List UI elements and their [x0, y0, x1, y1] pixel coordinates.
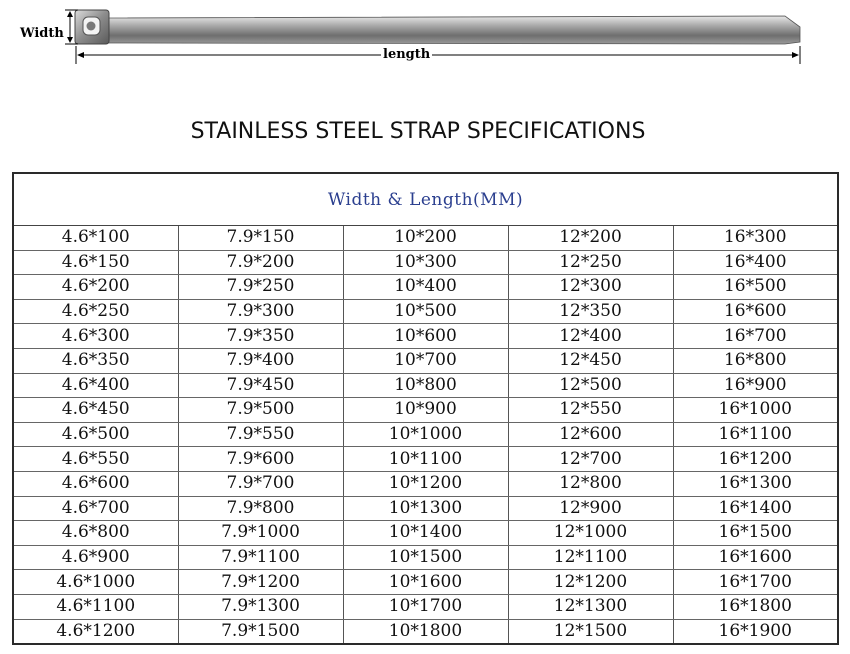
table-cell: 4.6*250: [13, 299, 178, 324]
table-cell: 4.6*1100: [13, 594, 178, 619]
table-cell: 10*1500: [343, 545, 508, 570]
table-cell: 10*1800: [343, 619, 508, 644]
table-cell: 16*1400: [673, 496, 838, 521]
table-cell: 16*300: [673, 226, 838, 251]
table-cell: 12*450: [508, 348, 673, 373]
table-cell: 16*700: [673, 324, 838, 349]
table-cell: 4.6*300: [13, 324, 178, 349]
table-cell: 10*1600: [343, 570, 508, 595]
table-cell: 7.9*150: [178, 226, 343, 251]
table-cell: 12*400: [508, 324, 673, 349]
table-cell: 12*1100: [508, 545, 673, 570]
table-header: Width & Length(MM): [13, 173, 838, 226]
table-cell: 16*400: [673, 250, 838, 275]
table-cell: 16*800: [673, 348, 838, 373]
table-cell: 7.9*1000: [178, 521, 343, 546]
table-row: [13, 373, 838, 398]
table-cell: 16*1200: [673, 447, 838, 472]
table-cell: 16*500: [673, 275, 838, 300]
table-cell: 12*1500: [508, 619, 673, 644]
table-cell: 10*1400: [343, 521, 508, 546]
table-body: [13, 226, 838, 645]
table-cell: 12*600: [508, 422, 673, 447]
table-cell: 12*550: [508, 398, 673, 423]
table-cell: 10*500: [343, 299, 508, 324]
table-header-row: [13, 173, 838, 226]
table-row: [13, 545, 838, 570]
table-cell: 12*800: [508, 471, 673, 496]
table-cell: 16*600: [673, 299, 838, 324]
table-cell: 7.9*300: [178, 299, 343, 324]
table-cell: 7.9*350: [178, 324, 343, 349]
table-cell: 4.6*200: [13, 275, 178, 300]
table-cell: 4.6*700: [13, 496, 178, 521]
table-cell: 4.6*450: [13, 398, 178, 423]
table-cell: 7.9*1100: [178, 545, 343, 570]
table-row: [13, 521, 838, 546]
table-cell: 4.6*600: [13, 471, 178, 496]
table-cell: 7.9*450: [178, 373, 343, 398]
table-cell: 10*600: [343, 324, 508, 349]
table-cell: 4.6*1200: [13, 619, 178, 644]
table-row: [13, 299, 838, 324]
table-cell: 7.9*800: [178, 496, 343, 521]
table-cell: 7.9*400: [178, 348, 343, 373]
table-cell: 10*200: [343, 226, 508, 251]
table-row: [13, 447, 838, 472]
specifications-table: [12, 172, 839, 645]
table-cell: 7.9*600: [178, 447, 343, 472]
table-cell: 12*1300: [508, 594, 673, 619]
table-cell: 7.9*200: [178, 250, 343, 275]
table-cell: 10*900: [343, 398, 508, 423]
table-row: [13, 398, 838, 423]
table-row: [13, 348, 838, 373]
table-cell: 4.6*150: [13, 250, 178, 275]
table-cell: 10*1300: [343, 496, 508, 521]
table-cell: 16*1000: [673, 398, 838, 423]
width-label: Width: [20, 26, 64, 41]
page-title: STAINLESS STEEL STRAP SPECIFICATIONS: [190, 119, 646, 144]
table-cell: 12*1000: [508, 521, 673, 546]
table-cell: 12*500: [508, 373, 673, 398]
table-cell: 4.6*100: [13, 226, 178, 251]
table-cell: 7.9*700: [178, 471, 343, 496]
table-cell: 10*700: [343, 348, 508, 373]
table-cell: 16*1900: [718, 620, 792, 641]
table-row: [13, 324, 838, 349]
table-cell: 4.6*900: [13, 545, 178, 570]
table-cell: 7.9*250: [178, 275, 343, 300]
table-cell: 10*800: [343, 373, 508, 398]
table-cell: 10*300: [343, 250, 508, 275]
table-cell: 10*1700: [343, 594, 508, 619]
table-cell: 4.6*500: [13, 422, 178, 447]
table-cell: 4.6*550: [13, 447, 178, 472]
table-row: [13, 594, 838, 619]
strap-diagram: [0, 0, 850, 95]
table-cell: 12*350: [508, 299, 673, 324]
table-cell: 16*1500: [673, 521, 838, 546]
table-row: [13, 619, 838, 644]
table-row: [13, 570, 838, 595]
table-cell: 16*1800: [673, 594, 838, 619]
table-cell: 12*1200: [508, 570, 673, 595]
table-cell: 12*900: [508, 496, 673, 521]
table-cell: 4.6*350: [13, 348, 178, 373]
table-cell: 7.9*1500: [178, 619, 343, 644]
table-row: [13, 250, 838, 275]
table-cell: 10*400: [343, 275, 508, 300]
table-row: [13, 275, 838, 300]
length-label: length: [383, 47, 431, 62]
table-cell: 12*200: [508, 226, 673, 251]
table-cell: 12*700: [508, 447, 673, 472]
table-cell: 10*1100: [343, 447, 508, 472]
table-cell: 16*1700: [673, 570, 838, 595]
table-cell: 16*1300: [673, 471, 838, 496]
table-cell: 10*1000: [343, 422, 508, 447]
table-cell: 16*1100: [673, 422, 838, 447]
strap-band: [105, 16, 800, 44]
table-row: [13, 496, 838, 521]
table-cell: 16*900: [673, 373, 838, 398]
table-row: [13, 422, 838, 447]
table-cell: 7.9*550: [178, 422, 343, 447]
table-cell: 4.6*1000: [13, 570, 178, 595]
table-cell: 7.9*500: [178, 398, 343, 423]
table-cell: 4.6*400: [13, 373, 178, 398]
table-cell: 12*250: [508, 250, 673, 275]
table-cell: 7.9*1300: [178, 594, 343, 619]
table-cell: 16*1600: [673, 545, 838, 570]
table-cell: 10*1200: [343, 471, 508, 496]
table-row: [13, 471, 838, 496]
table-cell: 7.9*1200: [178, 570, 343, 595]
table-cell: 12*300: [508, 275, 673, 300]
table-row: [13, 226, 838, 251]
table-cell: 4.6*800: [13, 521, 178, 546]
